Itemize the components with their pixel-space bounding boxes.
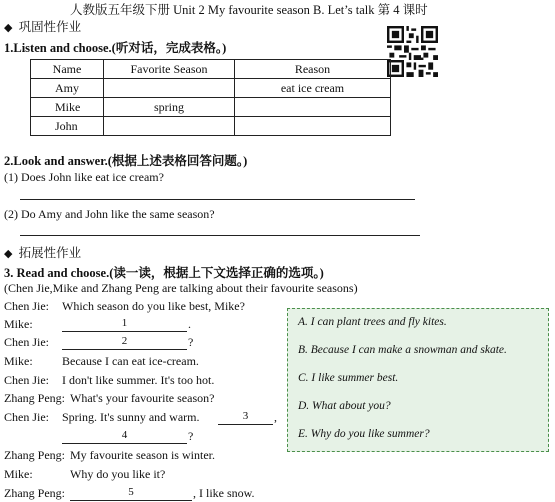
dialogue-text: My favourite season is winter. xyxy=(70,448,215,462)
q2-item-1: (1) Does John like eat ice cream? xyxy=(4,170,164,184)
punctuation: . xyxy=(188,317,191,331)
speaker: Chen Jie: xyxy=(4,373,49,387)
page-title: 人教版五年级下册 Unit 2 My favourite season B. Let’s talk 第 4 课时 xyxy=(70,3,428,17)
dialogue-text: Spring. It's sunny and warm. xyxy=(62,410,200,424)
option-c: C. I like summer best. xyxy=(298,372,399,384)
table-header: Reason xyxy=(235,60,391,79)
table-row xyxy=(31,98,391,117)
answer-line-2[interactable] xyxy=(20,235,420,236)
dialogue-text: Which season do you like best, Mike? xyxy=(62,299,245,313)
table-cell: spring xyxy=(104,98,235,117)
qr-code-icon xyxy=(387,26,438,77)
speaker: Chen Jie: xyxy=(4,299,49,313)
q2-title: 2.Look and answer.(根据上述表格回答问题。) xyxy=(4,154,248,168)
table-cell: Amy xyxy=(31,79,104,98)
speaker: Zhang Peng: xyxy=(4,448,65,462)
table-cell: Mike xyxy=(31,98,104,117)
speaker: Chen Jie: xyxy=(4,410,49,424)
answer-blank-5[interactable]: 5 xyxy=(70,486,192,501)
dialogue-text: Why do you like it? xyxy=(70,467,166,481)
answer-blank-2[interactable]: 2 xyxy=(62,335,187,350)
answer-line-1[interactable] xyxy=(20,199,415,200)
dialogue-text: , I like snow. xyxy=(193,486,255,500)
table-row xyxy=(31,79,391,98)
section-heading-extension xyxy=(4,243,81,261)
table-header: Name xyxy=(31,60,104,79)
q1-title: 1.Listen and choose.(听对话，完成表格。) xyxy=(4,41,227,55)
speaker: Chen Jie: xyxy=(4,335,49,349)
answer-blank-3[interactable]: 3 xyxy=(218,410,273,425)
option-a: A. I can plant trees and fly kites. xyxy=(298,316,447,328)
option-e: E. Why do you like summer? xyxy=(298,428,430,440)
speaker: Zhang Peng: xyxy=(4,391,65,405)
table-cell xyxy=(235,117,391,136)
punctuation: ? xyxy=(188,429,194,443)
table-cell: eat ice cream xyxy=(235,79,391,98)
speaker: Mike: xyxy=(4,467,33,481)
table-cell xyxy=(235,98,391,117)
table-header-row xyxy=(31,60,391,79)
section-label: 巩固性作业 xyxy=(18,20,82,34)
table-cell xyxy=(104,79,235,98)
q2-item-2: (2) Do Amy and John like the same season? xyxy=(4,207,215,221)
diamond-bullet-icon: ◆ xyxy=(4,22,13,34)
option-d: D. What about you? xyxy=(298,400,391,412)
info-table xyxy=(30,59,391,136)
dialogue-text: I don't like summer. It's too hot. xyxy=(62,373,215,387)
speaker: Zhang Peng: xyxy=(4,486,65,500)
table-cell xyxy=(104,117,235,136)
diamond-bullet-icon: ◆ xyxy=(4,248,13,260)
answer-blank-4[interactable]: 4 xyxy=(62,429,187,444)
answer-blank-1[interactable]: 1 xyxy=(62,317,187,332)
speaker: Mike: xyxy=(4,317,33,331)
q3-title: 3. Read and choose.(读一读，根据上下文选择正确的选项。) xyxy=(4,266,324,280)
q3-intro: (Chen Jie,Mike and Zhang Peng are talking about their favourite seasons) xyxy=(4,281,358,295)
punctuation: , xyxy=(274,410,277,424)
section-heading-consolidation xyxy=(4,17,81,35)
table-cell: John xyxy=(31,117,104,136)
option-b: B. Because I can make a snowman and skate. xyxy=(298,344,507,356)
options-box xyxy=(287,308,549,452)
section-label: 拓展性作业 xyxy=(18,246,82,260)
speaker: Mike: xyxy=(4,354,33,368)
punctuation: ? xyxy=(188,335,194,349)
dialogue-text: Because I can eat ice-cream. xyxy=(62,354,199,368)
table-row xyxy=(31,117,391,136)
dialogue-text: What's your favourite season? xyxy=(70,391,215,405)
table-header: Favorite Season xyxy=(104,60,235,79)
